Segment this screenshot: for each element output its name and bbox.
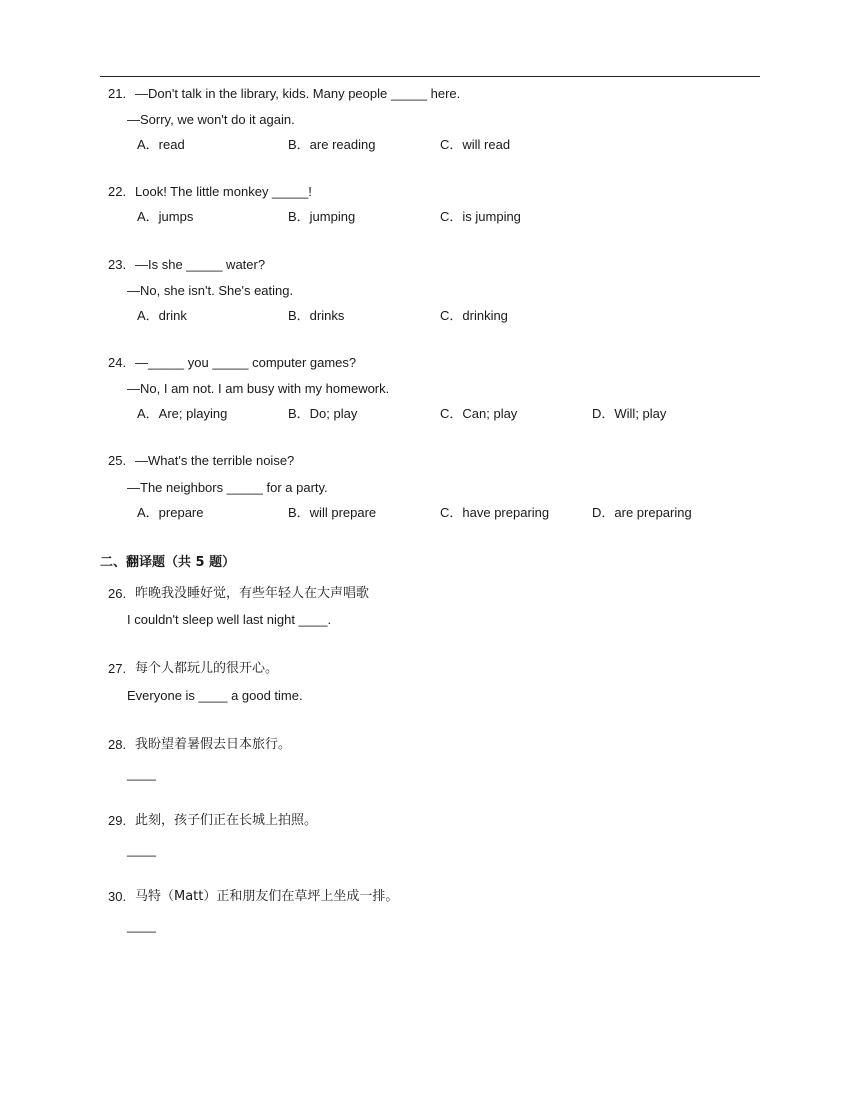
question-reply: —No, she isn't. She's eating. (127, 283, 294, 298)
chinese-sentence: 此刻，孩子们正在长城上拍照。 (135, 813, 318, 828)
question-reply: —Sorry, we won't do it again. (127, 112, 295, 127)
question-number: 26. (108, 586, 127, 601)
option-c[interactable]: C．is jumping (440, 209, 521, 224)
header-rule (100, 76, 760, 77)
question-number: 28. (108, 737, 127, 752)
option-c[interactable]: C．Can; play (440, 406, 518, 421)
option-b[interactable]: B．Do; play (288, 406, 358, 421)
chinese-sentence: 我盼望着暑假去日本旅行。 (135, 737, 292, 752)
option-a[interactable]: A．Are; playing (137, 406, 228, 421)
chinese-sentence: 每个人都玩儿的很开心。 (135, 661, 279, 676)
question-number: 23. (108, 257, 127, 272)
question-number: 24. (108, 355, 127, 370)
question-number: 21. (108, 86, 127, 101)
option-a[interactable]: A．jumps (137, 209, 194, 224)
question-number: 22. (108, 184, 127, 199)
option-d[interactable]: D．Will; play (592, 406, 667, 421)
question-number: 29. (108, 813, 127, 828)
option-a[interactable]: A．prepare (137, 505, 204, 520)
option-b[interactable]: B．jumping (288, 209, 356, 224)
translation-line[interactable]: Everyone is ____ a good time. (127, 688, 303, 703)
option-c[interactable]: C．have preparing (440, 505, 550, 520)
question-reply: —The neighbors _____ for a party. (127, 480, 328, 495)
answer-blank[interactable]: ____ (127, 918, 156, 933)
question-stem: —What's the terrible noise? (135, 453, 295, 468)
question-stem: Look! The little monkey _____! (135, 184, 312, 199)
option-b[interactable]: B．will prepare (288, 505, 377, 520)
question-stem: —Is she _____ water? (135, 257, 266, 272)
option-b[interactable]: B．drinks (288, 308, 345, 323)
question-number: 27. (108, 661, 127, 676)
option-d[interactable]: D．are preparing (592, 505, 692, 520)
question-reply: —No, I am not. I am busy with my homework. (127, 381, 390, 396)
section-heading: 二、翻译题（共 5 题） (100, 555, 236, 570)
answer-blank[interactable]: ____ (127, 842, 156, 857)
chinese-sentence: 昨晚我没睡好觉，有些年轻人在大声唱歌 (135, 586, 370, 601)
option-a[interactable]: A．drink (137, 308, 187, 323)
option-a[interactable]: A．read (137, 137, 185, 152)
chinese-sentence: 马特（Matt）正和朋友们在草坪上坐成一排。 (135, 889, 399, 904)
question-number: 30. (108, 889, 127, 904)
option-b[interactable]: B．are reading (288, 137, 376, 152)
option-c[interactable]: C．will read (440, 137, 511, 152)
option-c[interactable]: C．drinking (440, 308, 508, 323)
question-number: 25. (108, 453, 127, 468)
question-stem: —Don't talk in the library, kids. Many people _____ here. (135, 86, 461, 101)
question-stem: —_____ you _____ computer games? (135, 355, 357, 370)
answer-blank[interactable]: ____ (127, 766, 156, 781)
translation-line[interactable]: I couldn't sleep well last night ____. (127, 612, 332, 627)
